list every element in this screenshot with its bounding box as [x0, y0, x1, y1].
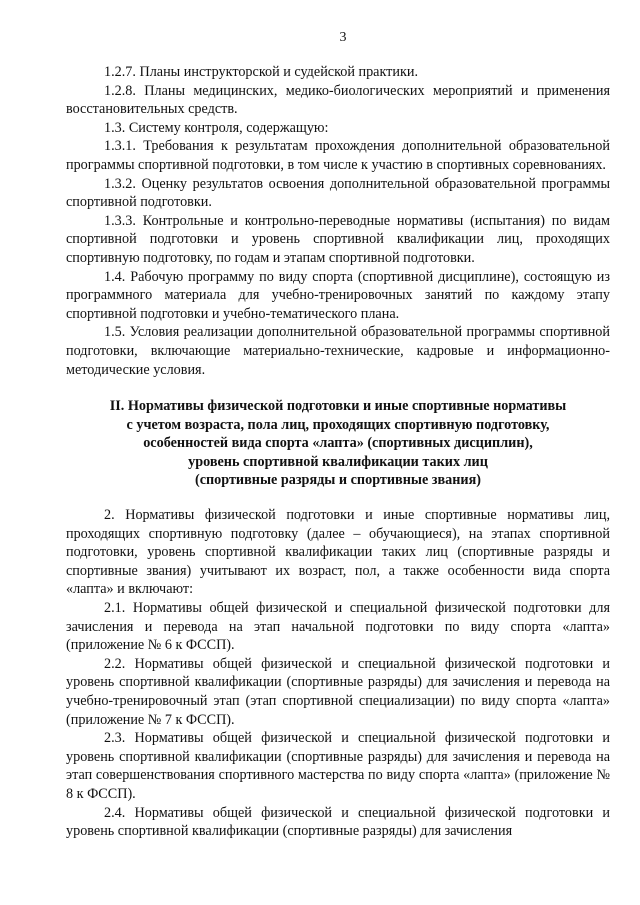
- paragraph-2: 2. Нормативы физической подготовки и иные спортивные нормативы лиц, проходящих спортивную подготовку (далее – обучающиеся), на этапах спортивной подготовки, уровень спортивной квалификации таких лиц (спортивные разряды и спортивные звания) учитывают их возраст, пол, а также особенности вида спорта «лапта» и включают:: [66, 507, 610, 598]
- section-heading-line: уровень спортивной квалификации таких лиц: [188, 453, 488, 470]
- page-number: 3: [339, 30, 347, 45]
- section-heading-line: с учетом возраста, пола лиц, проходящих спортивную подготовку,: [126, 416, 550, 433]
- paragraph-1-2-7: 1.2.7. Планы инструкторской и судейской практики.: [104, 64, 418, 80]
- section-heading-line: особенностей вида спорта «лапта» (спортивных дисциплин),: [143, 435, 533, 452]
- paragraphs-top: [66, 63, 610, 379]
- section-heading: [66, 397, 610, 490]
- paragraph-2-4: 2.4. Нормативы общей физической и специальной физической подготовки и уровень спортивной квалификации (спортивные разряды) для зачисления: [66, 804, 610, 840]
- paragraph-1-2-8: 1.2.8. Планы медицинских, медико-биологических мероприятий и применения восстановительных средств.: [66, 82, 610, 118]
- section-heading-line: (спортивные разряды и спортивные звания): [194, 472, 482, 489]
- paragraph-1-3-3: 1.3.3. Контрольные и контрольно-переводные нормативы (испытания) по видам спортивной подготовки и уровень спортивной квалификации лиц, проходящих спортивную подготовку, по годам и этапам спортивной подготовки.: [66, 212, 610, 266]
- section-heading-line: II. Нормативы физической подготовки и иные спортивные нормативы: [109, 398, 567, 415]
- paragraph-1-3: 1.3. Систему контроля, содержащую:: [104, 119, 329, 136]
- paragraph-2-1: 2.1. Нормативы общей физической и специальной физической подготовки для зачисления и перевода на этап начальной подготовки по виду спорта «лапта» (приложение № 6 к ФССП).: [66, 600, 610, 654]
- paragraphs-bottom: [66, 506, 610, 841]
- paragraph-1-5: 1.5. Условия реализации дополнительной образовательной программы спортивной подготовки, включающие материально-технические, кадровые и информационно-методические условия.: [66, 324, 610, 378]
- paragraph-2-3: 2.3. Нормативы общей физической и специальной физической подготовки и уровень спортивной квалификации (спортивные разряды) для зачисления и перевода на этап совершенствования спортивного мастерства по виду спорта «лапта» (приложение № 8 к ФССП).: [66, 730, 610, 802]
- paragraph-2-2: 2.2. Нормативы общей физической и специальной физической подготовки и уровень спортивной квалификации (спортивные разряды) для зачисления и перевода на учебно-тренировочный этап (этап спортивной специализации) по виду спорта «лапта» (приложение № 7 к ФССП).: [66, 655, 610, 728]
- paragraph-1-4: 1.4. Рабочую программу по виду спорта (спортивной дисциплине), состоящую из программного материала для учебно-тренировочных занятий по каждому этапу спортивной подготовки и учебно-тематического плана.: [66, 268, 610, 322]
- paragraph-1-3-2: 1.3.2. Оценку результатов освоения дополнительной образовательной программы спортивной подготовки.: [66, 175, 610, 211]
- paragraph-1-3-1: 1.3.1. Требования к результатам прохождения дополнительной образовательной программы спортивной подготовки, в том числе к участию в спортивных соревнованиях.: [66, 138, 610, 173]
